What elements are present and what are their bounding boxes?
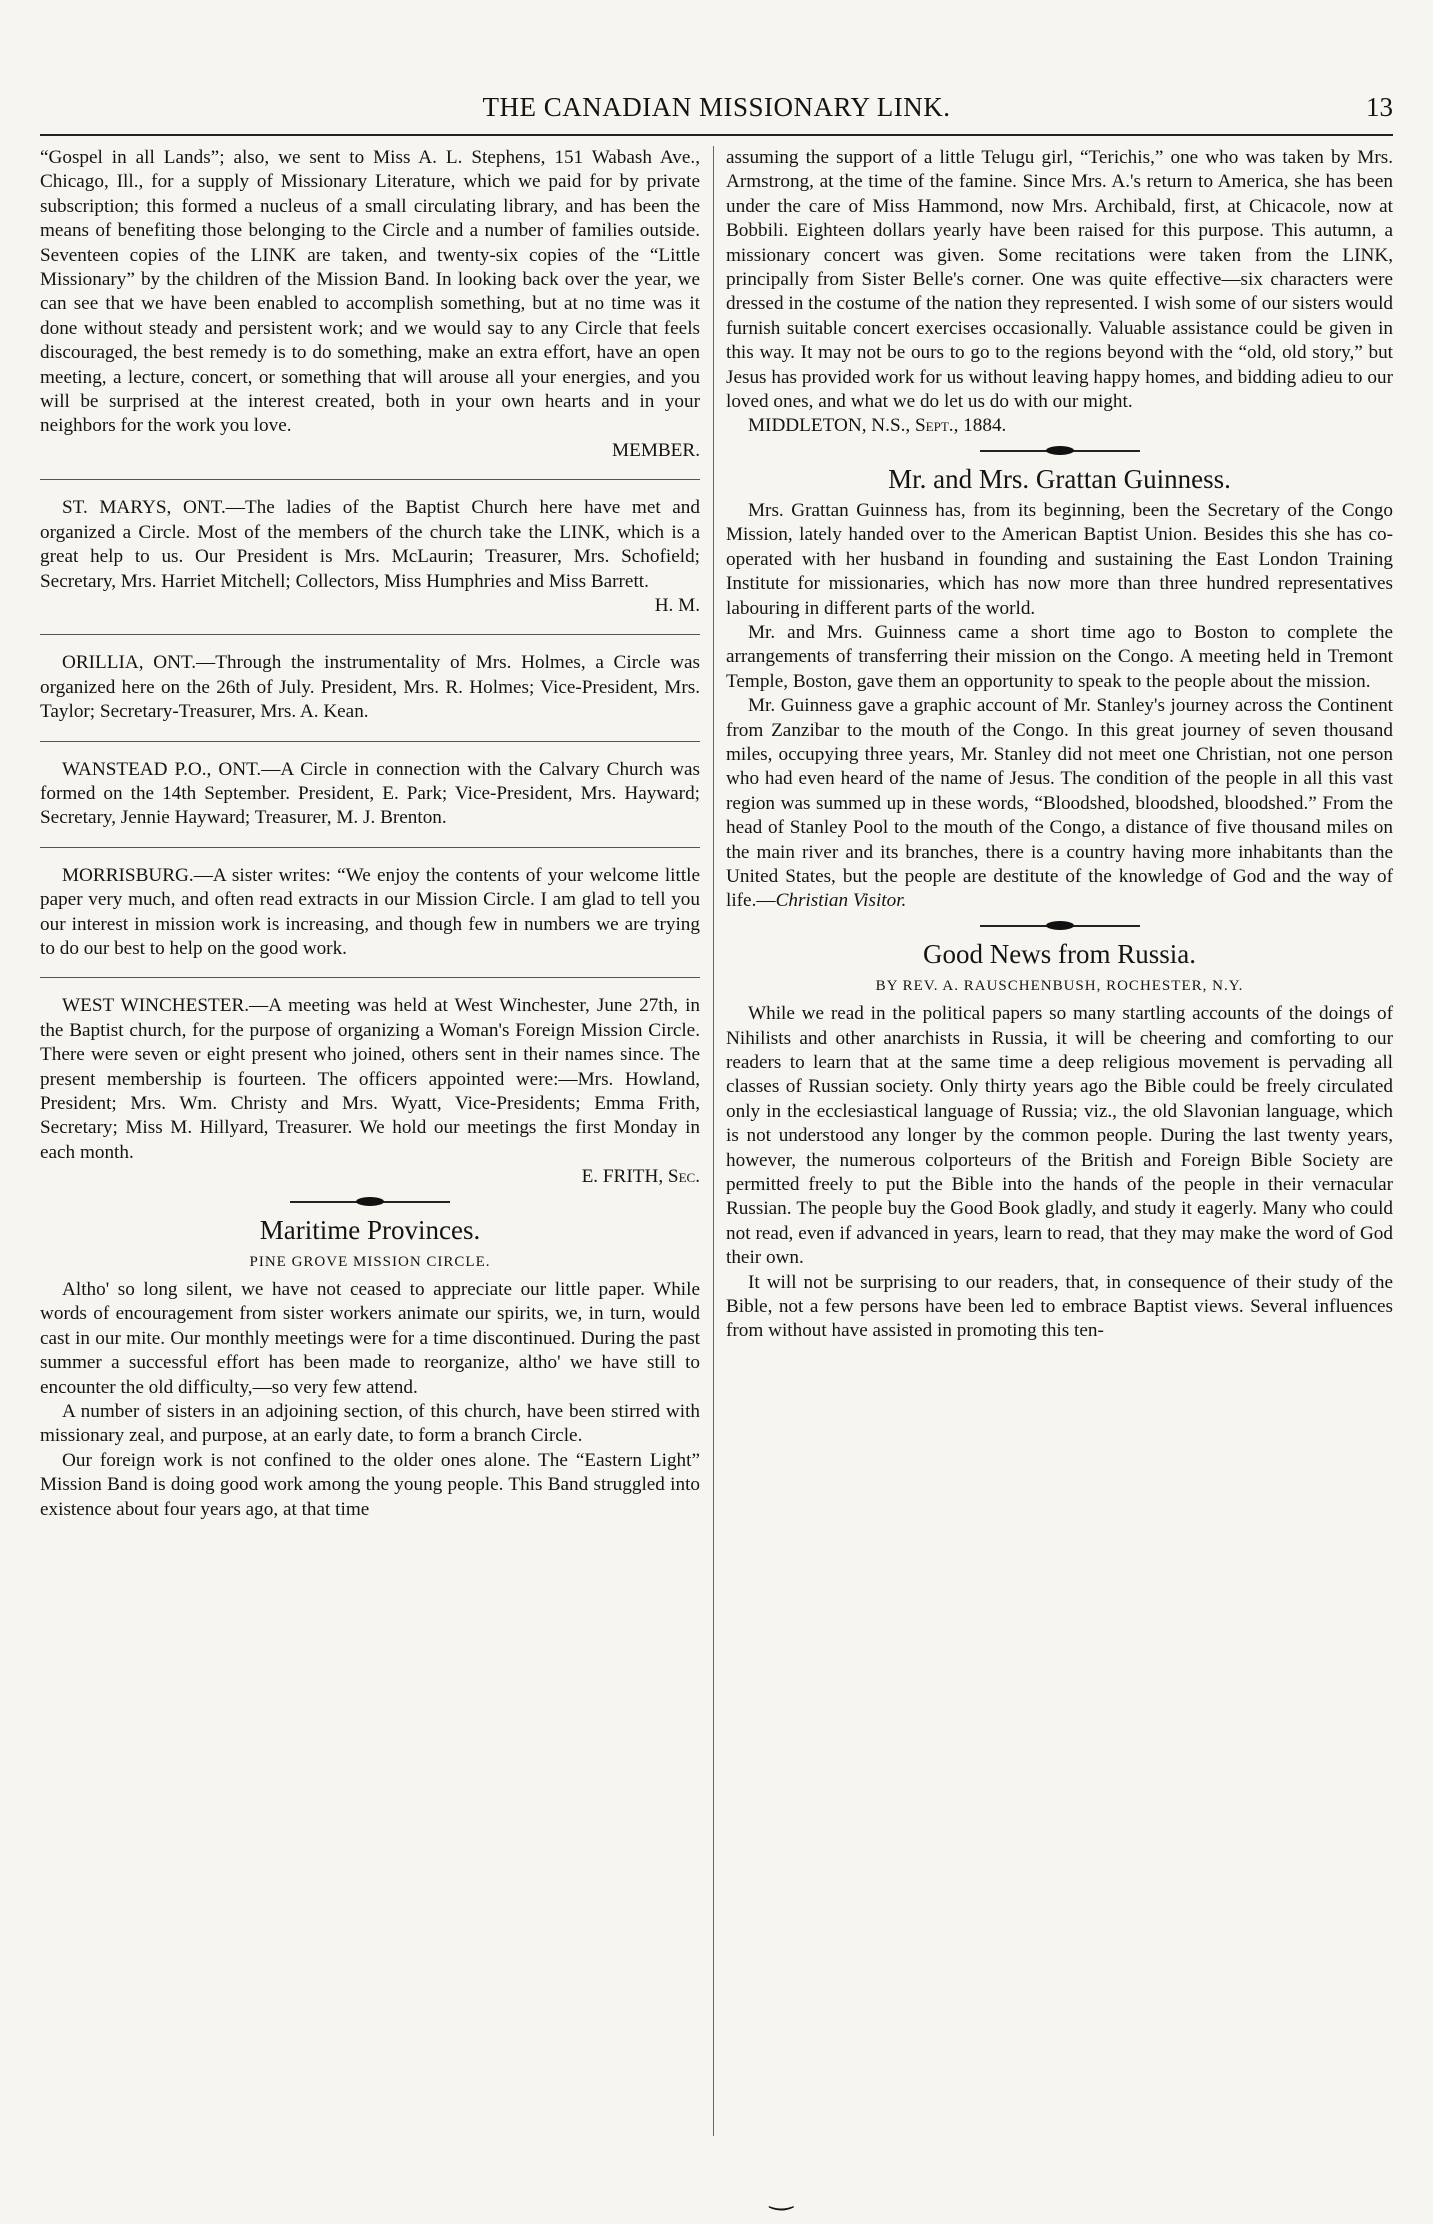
- newspaper-page: [40, 0, 1393, 2224]
- wanstead-place: WANSTEAD P.O., ONT.: [62, 758, 262, 780]
- morrisburg-report: [40, 864, 700, 962]
- orillia-report: [40, 651, 700, 724]
- maritime-para-2: A number of sisters in an adjoining section, of this church, have been stirred with missionary zeal, and purpose, at an early date, to form a branch Circle.: [40, 1401, 700, 1447]
- page-number: 13: [1366, 92, 1393, 122]
- divider: [40, 634, 700, 635]
- wanstead-report: [40, 758, 700, 831]
- column-divider: [713, 146, 714, 2136]
- wanstead-text: —A Circle in connection with the Calvary Church was formed on the 14th September. President, E. Park; Vice-President, Mrs. Hayward; Secretary, Jennie Hayward; Treasurer, M. J. Brenton.: [40, 758, 701, 829]
- ornament-divider: [290, 1196, 450, 1208]
- right-column: [726, 146, 1393, 1344]
- divider: [40, 847, 700, 848]
- guinness-para-3-text: Mr. Guinness gave a graphic account of Mr. Stanley's journey across the Continent from Zanzibar to the mouth of the Congo. In this great journey of seven thousand miles, occupying three years, Mr. Stanley did not meet one Christian, not one person who had even heard of the name of Jesus. The condition of the people in all this vast region was summed up in these words, “Bloodshed, bloodshed, bloodshed.” From the head of Stanley Pool to the mouth of the Congo, a distance of five thousand miles on the main river and its branches, there is a country having more inhabitants than the United States, but the people are destitute of the knowledge of God and the way of life.—: [726, 695, 1393, 912]
- orillia-text: —Through the instrumentality of Mrs. Holmes, a Circle was organized here on the 26th of July. President, Mrs. R. Holmes; Vice-President, Mrs. Taylor; Secretary-Treasurer, Mrs. A. Kean.: [40, 652, 700, 723]
- ornament-divider: [980, 920, 1140, 932]
- maritime-continued: assuming the support of a little Telugu girl, “Terichis,” one who was taken by Mrs. Armstrong, at the time of the famine. Since Mrs. A.'s return to America, she has been under the care of Miss Hammond, now Mrs. Archibald, first, at Chicacole, now at Bobbili. Eighteen dollars yearly have been raised for this purpose. This autumn, a missionary concert was given. Some recitations were taken from the LINK, principally from Sister Belle's corner. One was quite effective—six characters were dressed in the costume of the nation they represented. I wish some of our sisters would furnish suitable concert exercises occasionally. Valuable assistance could be given in this way. It may not be ours to go to the regions beyond with the “old, old story,” but Jesus has provided work for us without leaving happy homes, and bidding adieu to our loved ones, and what we do let us do with our might.: [726, 147, 1393, 413]
- page-header: [40, 92, 1393, 132]
- publication-title: THE CANADIAN MISSIONARY LINK.: [482, 92, 951, 122]
- guinness-source: Christian Visitor.: [775, 890, 907, 912]
- russia-heading: Good News from Russia.: [923, 938, 1196, 969]
- westwinchester-text: —A meeting was held at West Winchester, June 27th, in the Baptist church, for the purpose of organizing a Woman's Foreign Mission Circle. There were seven or eight present who joined, others sent in their names since. The present membership is fourteen. The officers appointed were:—Mrs. Howland, President; Mrs. Wm. Christy and Mrs. Wyatt, Vice-Presidents; Emma Frith, Secretary; Miss M. Hillyard, Treasurer. We hold our meetings the first Monday in each month.: [40, 995, 701, 1163]
- guinness-para-3: [726, 694, 1393, 914]
- russia-para-2: It will not be surprising to our readers, that, in consequence of their study of the Bible, not a few persons have been led to embrace Baptist views. Several influences from without have assisted in promoting this ten-: [726, 1271, 1393, 1342]
- orillia-place: ORILLIA, ONT.: [62, 652, 197, 674]
- maritime-heading: Maritime Provinces.: [259, 1214, 481, 1245]
- maritime-para-3: Our foreign work is not confined to the older ones alone. The “Eastern Light” Mission Band is doing good work among the young people. This Band struggled into existence about four years ago, at that time: [40, 1449, 700, 1520]
- middleton-signature: MIDDLETON, N.S., Sept., 1884.: [748, 415, 1007, 437]
- guinness-para-1: Mrs. Grattan Guinness has, from its beginning, been the Secretary of the Congo Mission, lately handed over to the American Baptist Union. Besides this she has co-operated with her husband in founding and sustaining the East London Training Institute for missionaries, which has now more than three hundred representatives labouring in different parts of the world.: [726, 499, 1393, 619]
- maritime-para-1: Altho' so long silent, we have not ceased to appreciate our little paper. While words of encouragement from sister workers animate our spirits, we, in turn, would cast in our mite. Our monthly meetings were for a time discontinued. During the past summer a successful effort has been made to reorganize, altho' we have still to encounter the old difficulty,—so very few attend.: [40, 1279, 700, 1398]
- morrisburg-place: MORRISBURG.: [62, 864, 194, 886]
- stmarys-signature: H. M.: [654, 594, 700, 616]
- divider: [40, 977, 700, 978]
- member-letter: “Gospel in all Lands”; also, we sent to Miss A. L. Stephens, 151 Wabash Ave., Chicago, Ill., for a supply of Missionary Literature, which we paid for by private subscription; this formed a nucleus of a small circulating library, and has been the means of benefiting those belonging to the Circle and a number of families outside. Seventeen copies of the LINK are taken, and twenty-six copies of the “Little Missionary” by the children of the Mission Band. In looking back over the year, we can see that we have been enabled to accomplish something, but at no time was it done without steady and persistent work; and we would say to any Circle that feels discouraged, the best remedy is to do something, make an extra effort, have an open meeting, a lecture, concert, or something that will arouse all your energies, and you will be surprised at the interest created, both in your own hearts and in your neighbors for the work you love.: [40, 147, 700, 437]
- maritime-subheading: PINE GROVE MISSION CIRCLE.: [249, 1253, 491, 1270]
- header-rule: [40, 134, 1393, 136]
- guinness-para-2: Mr. and Mrs. Guinness came a short time ago to Boston to complete the arrangements of transferring their mission on the Congo. A meeting held in Tremont Temple, Boston, gave them an opportunity to speak to the people about the mission.: [726, 621, 1393, 692]
- print-mark: ‿: [770, 2180, 793, 2211]
- guinness-heading: Mr. and Mrs. Grattan Guinness.: [888, 463, 1231, 494]
- stmarys-report: [40, 496, 700, 594]
- westwinchester-signature: E. FRITH, Sec.: [581, 1166, 700, 1188]
- divider: [40, 741, 700, 742]
- westwinchester-place: WEST WINCHESTER.: [62, 995, 250, 1017]
- member-signature: MEMBER.: [612, 439, 700, 461]
- stmarys-text: —The ladies of the Baptist Church here have met and organized a Circle. Most of the members of the church take the LINK, which is a great help to us. Our President is Mrs. McLaurin; Treasurer, Mrs. Schofield; Secretary, Mrs. Harriet Mitchell; Collectors, Miss Humphries and Miss Barrett.: [40, 497, 700, 592]
- ornament-divider: [980, 445, 1140, 457]
- russia-byline: BY REV. A. RAUSCHENBUSH, ROCHESTER, N.Y.: [875, 977, 1244, 994]
- left-column: [40, 146, 700, 1522]
- morrisburg-text: —A sister writes: “We enjoy the contents of your welcome little paper very much, and often read extracts in our Mission Circle. I am glad to tell you our interest in mission work is increasing, and though few in numbers we are trying to do our best to help on the good work.: [40, 864, 700, 959]
- westwinchester-report: [40, 994, 700, 1165]
- russia-para-1: While we read in the political papers so many startling accounts of the doings of Nihilists and other anarchists in Russia, it will be cheering and comforting to our readers to learn that at the same time a deep religious movement is pervading all classes of Russian society. Only thirty years ago the Bible could be freely circulated only in the ecclesiastical language of Russia; viz., the old Slavonian language, which is not understood any longer by the common people. During the last twenty years, however, the numerous colporteurs of the British and Foreign Bible Society are permitted freely to put the Bible into the hands of the people in their vernacular Russian. The people buy the Good Book gladly, and study it eagerly. Many who could not read, even if advanced in years, learn to read, that they may make the word of God their own.: [726, 1003, 1393, 1269]
- divider: [40, 479, 700, 480]
- stmarys-place: ST. MARYS, ONT.: [62, 497, 226, 519]
